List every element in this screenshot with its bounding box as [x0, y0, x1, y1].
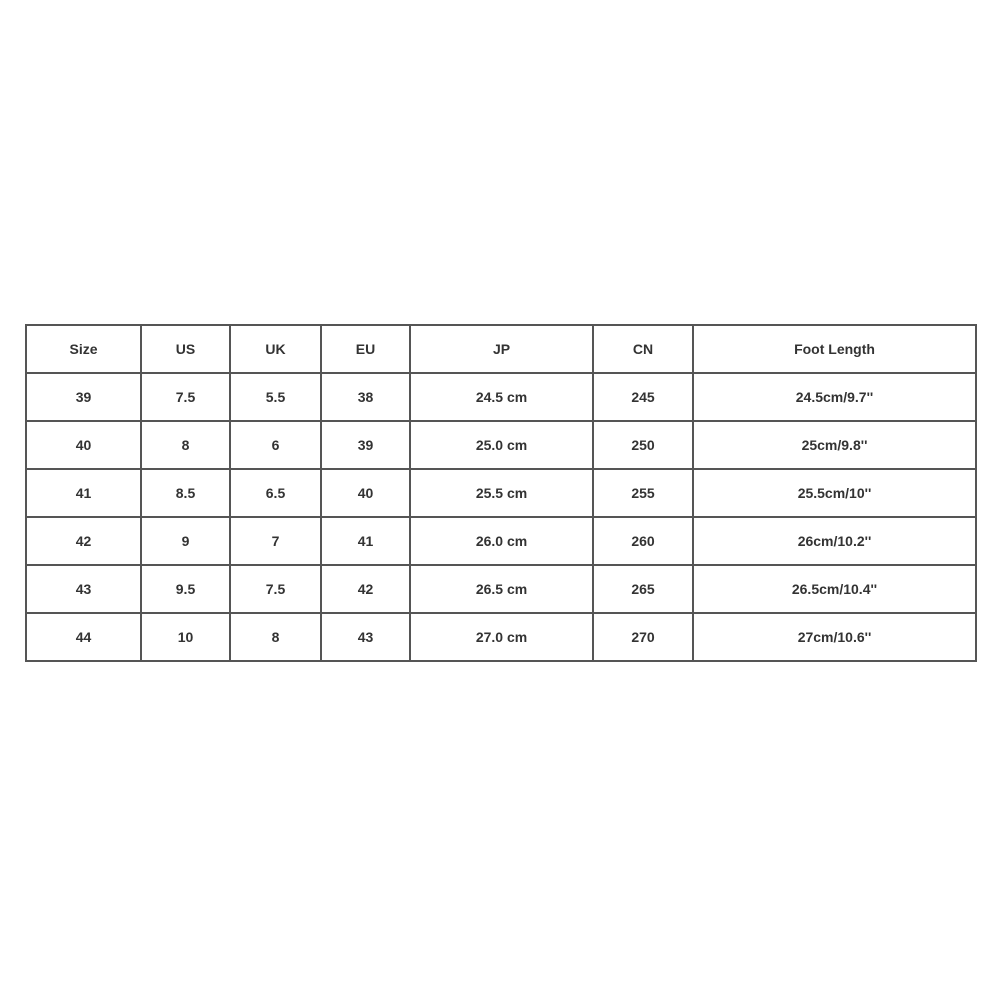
cell-foot-length: 26cm/10.2''	[693, 517, 976, 565]
cell-size: 42	[26, 517, 141, 565]
cell-uk: 7.5	[230, 565, 321, 613]
cell-cn: 270	[593, 613, 693, 661]
table-row	[26, 517, 976, 565]
cell-eu: 42	[321, 565, 410, 613]
cell-us: 8.5	[141, 469, 230, 517]
header-size: Size	[26, 325, 141, 373]
cell-uk: 8	[230, 613, 321, 661]
cell-jp: 26.5 cm	[410, 565, 593, 613]
header-us: US	[141, 325, 230, 373]
cell-foot-length: 24.5cm/9.7''	[693, 373, 976, 421]
cell-jp: 24.5 cm	[410, 373, 593, 421]
table-row	[26, 373, 976, 421]
cell-us: 9.5	[141, 565, 230, 613]
cell-jp: 26.0 cm	[410, 517, 593, 565]
cell-us: 9	[141, 517, 230, 565]
cell-cn: 250	[593, 421, 693, 469]
cell-foot-length: 25.5cm/10''	[693, 469, 976, 517]
cell-jp: 25.5 cm	[410, 469, 593, 517]
cell-uk: 5.5	[230, 373, 321, 421]
table-row	[26, 469, 976, 517]
cell-cn: 260	[593, 517, 693, 565]
cell-uk: 7	[230, 517, 321, 565]
table-row	[26, 565, 976, 613]
cell-eu: 40	[321, 469, 410, 517]
header-eu: EU	[321, 325, 410, 373]
cell-us: 7.5	[141, 373, 230, 421]
cell-jp: 27.0 cm	[410, 613, 593, 661]
cell-eu: 38	[321, 373, 410, 421]
cell-jp: 25.0 cm	[410, 421, 593, 469]
cell-eu: 41	[321, 517, 410, 565]
cell-eu: 39	[321, 421, 410, 469]
cell-foot-length: 25cm/9.8''	[693, 421, 976, 469]
cell-foot-length: 26.5cm/10.4''	[693, 565, 976, 613]
cell-size: 40	[26, 421, 141, 469]
cell-eu: 43	[321, 613, 410, 661]
table-row	[26, 613, 976, 661]
cell-cn: 265	[593, 565, 693, 613]
header-jp: JP	[410, 325, 593, 373]
cell-size: 43	[26, 565, 141, 613]
header-cn: CN	[593, 325, 693, 373]
header-foot-length: Foot Length	[693, 325, 976, 373]
table-row	[26, 421, 976, 469]
cell-uk: 6	[230, 421, 321, 469]
header-uk: UK	[230, 325, 321, 373]
cell-foot-length: 27cm/10.6''	[693, 613, 976, 661]
size-chart-table	[25, 324, 977, 662]
cell-us: 10	[141, 613, 230, 661]
cell-size: 44	[26, 613, 141, 661]
table-header-row	[26, 325, 976, 373]
cell-size: 39	[26, 373, 141, 421]
cell-uk: 6.5	[230, 469, 321, 517]
cell-cn: 255	[593, 469, 693, 517]
cell-cn: 245	[593, 373, 693, 421]
cell-us: 8	[141, 421, 230, 469]
cell-size: 41	[26, 469, 141, 517]
